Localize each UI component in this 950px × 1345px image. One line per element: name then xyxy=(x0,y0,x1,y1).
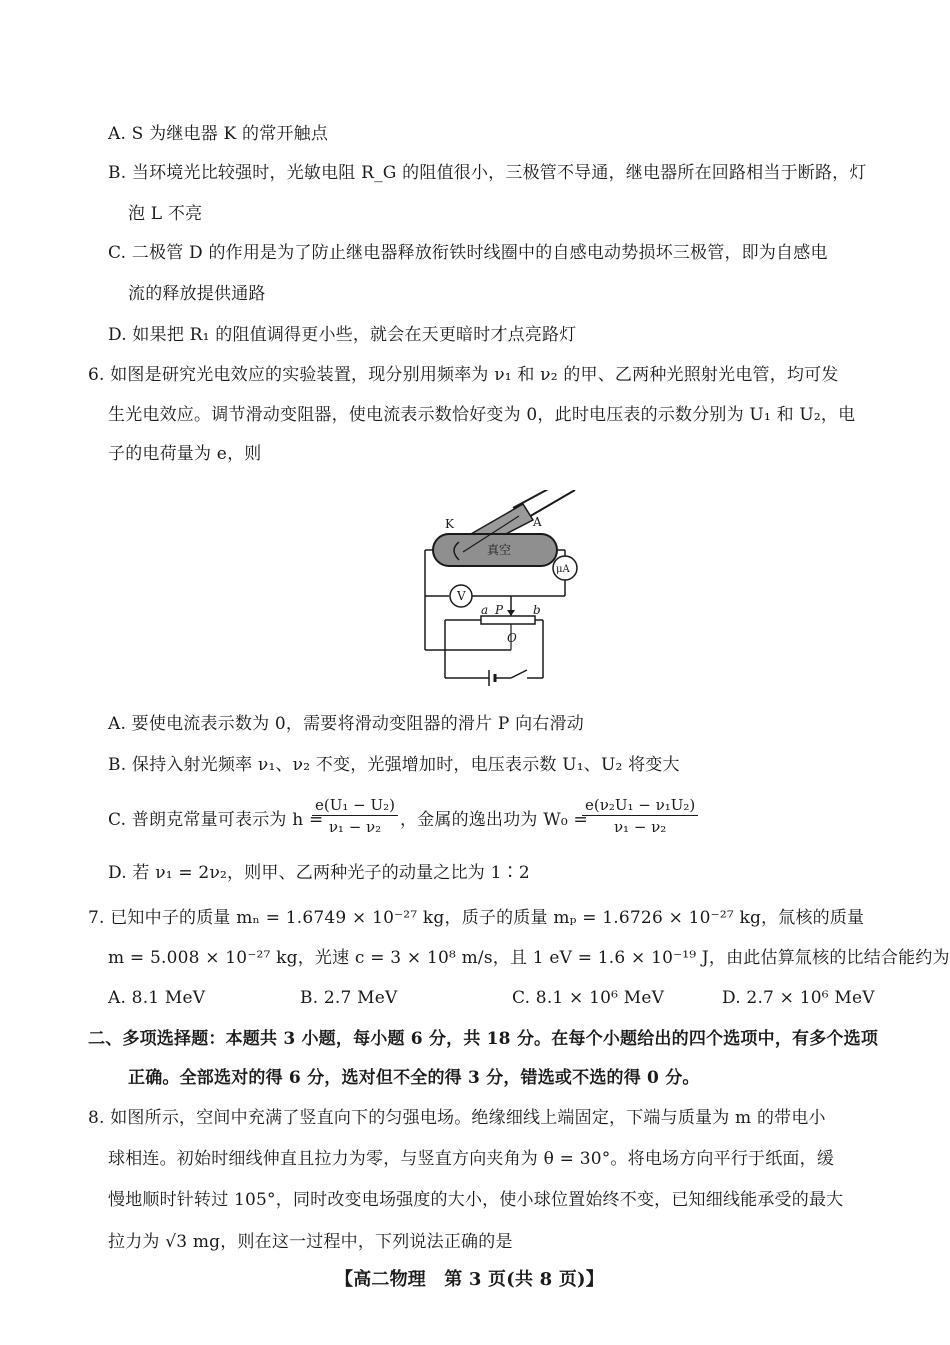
section2-heading-line1: 二、多项选择题：本题共 3 小题，每小题 6 分，共 18 分。在每个小题给出的四个选项中，有多个选项 xyxy=(88,1029,879,1049)
q6-stem-line3: 子的电荷量为 e，则 xyxy=(108,444,262,464)
q6-stem-line1: 6. 如图是研究光电效应的实验装置，现分别用频率为 ν₁ 和 ν₂ 的甲、乙两种光照射光电管，均可发 xyxy=(88,365,839,385)
q8-stem-line3: 慢地顺时针转过 105°，同时改变电场强度的大小，使小球位置始终不变，已知细线能承受的最大 xyxy=(108,1190,844,1210)
work-function-fraction xyxy=(582,796,698,836)
slider-p xyxy=(507,610,515,616)
q5-option-b-line2: 泡 L 不亮 xyxy=(128,204,203,224)
q7-stem-line1: 7. 已知中子的质量 mₙ = 1.6749 × 10⁻²⁷ kg，质子的质量 mₚ = 1.6726 × 10⁻²⁷ kg，氚核的质量 xyxy=(88,908,865,928)
label-a: a xyxy=(481,603,489,617)
planck-fraction xyxy=(312,796,398,836)
q7-option-c: C. 8.1 × 10⁶ MeV xyxy=(512,988,665,1008)
q8-stem-line2: 球相连。初始时细线伸直且拉力为零，与竖直方向夹角为 θ = 30°。将电场方向平行于纸面，缓 xyxy=(108,1149,835,1169)
photoelectric-circuit-figure xyxy=(415,490,595,700)
q6-option-c-prefix: C. 普朗克常量可表示为 h = xyxy=(108,810,324,830)
vacuum-label: 真空 xyxy=(487,543,512,557)
q7-option-a: A. 8.1 MeV xyxy=(108,988,206,1008)
q5-option-d: D. 如果把 R₁ 的阻值调得更小些，就会在天更暗时才点亮路灯 xyxy=(108,325,577,345)
q5-option-c-line1: C. 二极管 D 的作用是为了防止继电器释放衔铁时线圈中的自感电动势损坏三极管，即为自感电 xyxy=(108,243,828,263)
rheostat xyxy=(481,616,535,624)
section2-heading-line2: 正确。全部选对的得 6 分，选对但不全的得 3 分，错选或不选的得 0 分。 xyxy=(128,1068,700,1088)
label-O: O xyxy=(507,631,517,645)
ammeter-label: μA xyxy=(556,564,570,575)
q7-option-b: B. 2.7 MeV xyxy=(300,988,398,1008)
q8-stem-line4: 拉力为 √3 mg，则在这一过程中，下列说法正确的是 xyxy=(108,1232,513,1252)
voltmeter-label: V xyxy=(457,589,466,603)
circuit-diagram xyxy=(415,490,595,700)
q7-option-d: D. 2.7 × 10⁶ MeV xyxy=(722,988,875,1008)
label-P: P xyxy=(495,603,504,617)
q6-option-b: B. 保持入射光频率 ν₁、ν₂ 不变，光强增加时，电压表示数 U₁、U₂ 将变大 xyxy=(108,755,680,775)
q6-stem-line2: 生光电效应。调节滑动变阻器，使电流表示数恰好变为 0，此时电压表的示数分别为 U₁ 和 U₂，电 xyxy=(108,405,856,425)
switch xyxy=(511,670,527,678)
label-K: K xyxy=(445,517,454,531)
label-b: b xyxy=(533,603,541,617)
q6-option-c-mid: ，金属的逸出功为 W₀ = xyxy=(400,810,588,830)
page-footer: 【高二物理 第 3 页(共 8 页)】 xyxy=(335,1269,604,1290)
light-beam-lower xyxy=(527,490,575,518)
q5-option-a: A. S 为继电器 K 的常开触点 xyxy=(108,124,329,144)
work-function-denominator: ν₁ − ν₂ xyxy=(613,818,667,836)
q6-option-a: A. 要使电流表示数为 0，需要将滑动变阻器的滑片 P 向右滑动 xyxy=(108,714,584,734)
label-A: A xyxy=(533,515,542,529)
q5-option-c-line2: 流的释放提供通路 xyxy=(128,284,266,304)
q8-stem-line1: 8. 如图所示，空间中充满了竖直向下的匀强电场。绝缘细线上端固定，下端与质量为 m 的带电小 xyxy=(88,1108,826,1128)
work-function-numerator: e(ν₂U₁ − ν₁U₂) xyxy=(582,796,698,816)
planck-denominator: ν₁ − ν₂ xyxy=(328,818,382,836)
q7-stem-line2: m = 5.008 × 10⁻²⁷ kg，光速 c = 3 × 10⁸ m/s，且 1 eV = 1.6 × 10⁻¹⁹ J，由此估算氚核的比结合能约为 xyxy=(108,948,950,968)
q5-option-b-line1: B. 当环境光比较强时，光敏电阻 R_G 的阻值很小，三极管不导通，继电器所在回路相当于断路，灯 xyxy=(108,163,867,183)
q6-option-d: D. 若 ν₁ = 2ν₂，则甲、乙两种光子的动量之比为 1∶2 xyxy=(108,863,530,883)
planck-numerator: e(U₁ − U₂) xyxy=(312,796,398,816)
